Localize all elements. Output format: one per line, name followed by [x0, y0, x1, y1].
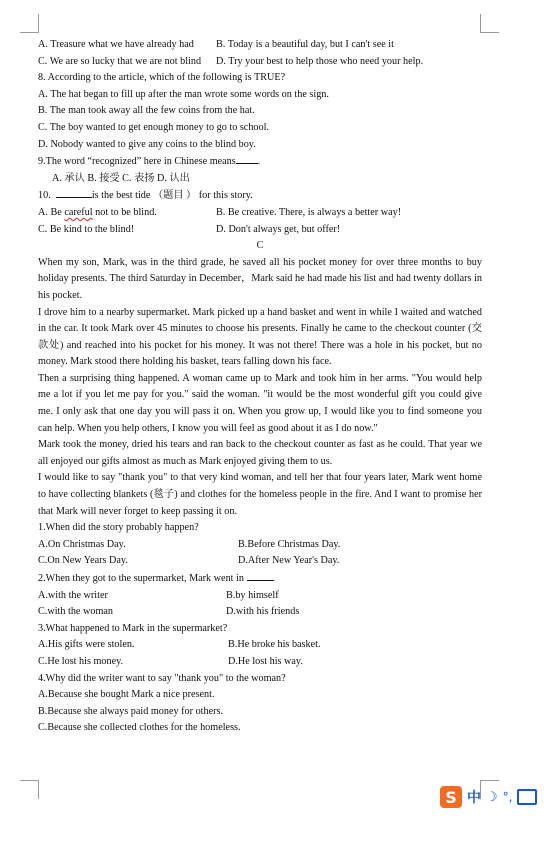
ime-toolbar[interactable]	[440, 786, 547, 808]
q7-option-b: B. Today is a beautiful day, but I can't see it	[216, 39, 394, 50]
crop-mark-bottom-left	[20, 780, 39, 799]
q8-stem: 8. According to the article, which of the following is TRUE?	[38, 72, 286, 84]
q8-option-a: A. The hat began to fill up after the man wrote some words on the sign.	[38, 88, 329, 100]
q9-blank	[236, 153, 258, 164]
q10-option-a-suffix: not to be blind.	[92, 206, 157, 218]
c-q4-option-a: A.Because she bought Mark a nice present.	[38, 689, 215, 701]
q10-stem	[38, 187, 482, 205]
c-q1-option-b: B.Before Christmas Day.	[238, 538, 341, 550]
q7-option-d: D. Try your best to help those who need your help.	[216, 55, 424, 67]
input-mode-toggle[interactable]: 中	[467, 790, 481, 806]
c-q3-option-a: A.His gifts were stolen.	[38, 639, 135, 651]
keyboard-icon[interactable]	[517, 789, 537, 805]
q10-option-c: C. Be kind to the blind!	[38, 223, 135, 235]
q8-option-b: B. The man took away all the few coins from the hat.	[38, 105, 255, 117]
c-q2-row-2	[38, 604, 482, 621]
c-q4-stem: 4.Why did the writer want to say "thank you" to the woman?	[38, 672, 286, 684]
q8-option-c: C. The boy wanted to get enough money to go to school.	[38, 121, 269, 133]
c-q4-option-c: C.Because she collected clothes for the homeless.	[38, 722, 241, 734]
section-c-paragraph-3: Then a surprising thing happened. A woman came up to Mark and took him in her arms. "You would help me a lot if you let me pay for you." said the woman. "it would be the most wonderful gift you could give me. I only ask that one day you will pass it on. When you grow up, I would like you to find someone you can help. When you help others, I know you will feel as good about it as I do now."	[38, 372, 482, 434]
document-body[interactable]	[38, 37, 482, 737]
c-q1-row-2	[38, 553, 482, 570]
c-q2-option-d: D.with his friends	[226, 606, 300, 618]
c-q1-option-a: A.On Christmas Day.	[38, 538, 126, 550]
c-q2-stem	[38, 570, 482, 588]
section-c-paragraph-2: I drove him to a nearby supermarket. Mark picked up a hand basket and went in while I waited and watched in the car. It took Mark over 45 minutes to choose his presents. Finally he came to the checkout counter (交款处) and reached into his pocket for his money. It was not there! There was a hole in his pocket, but no money. Mark stood there holding his basket, tears falling down his face.	[38, 306, 482, 368]
c-q1-stem: 1.When did the story probably happen?	[38, 522, 199, 534]
c-q2-row-1	[38, 588, 482, 605]
q10-options-row-1	[38, 205, 482, 222]
c-q2-blank	[247, 570, 273, 581]
c-q2-option-a: A.with the writer	[38, 589, 108, 601]
q10-number: 10.	[38, 190, 51, 202]
c-q2-option-b: B.by himself	[226, 589, 279, 601]
punctuation-toggle[interactable]: °,	[502, 790, 513, 804]
c-q3-row-1	[38, 637, 482, 654]
q10-blank	[56, 187, 92, 198]
c-q1-row-1	[38, 537, 482, 554]
q10-option-d: D. Don't always get, but offer!	[216, 223, 341, 235]
q9-options: A. 承认 B. 接受 C. 表扬 D. 认出	[52, 172, 190, 184]
q9-stem-text: 9.The word “recognized” here in Chinese means	[38, 156, 236, 168]
q9-stem-end: .	[257, 156, 261, 168]
spellcheck-flag[interactable]: careful	[64, 206, 93, 218]
q10-option-b: B. Be creative. There, is always a better way!	[216, 206, 402, 218]
q10-stem-text: is the best tide （题目 ） for this story.	[91, 190, 253, 202]
crop-mark-top-right	[480, 14, 499, 33]
c-q2-stem-text: 2.When they got to the supermarket, Mark went in	[38, 573, 244, 584]
section-c-paragraph-4: Mark took the money, dried his tears and ran back to the checkout counter as fast as he could. That year we all enjoyed our gifts almost as much as Mark enjoyed giving them to us.	[38, 439, 482, 467]
c-q1-option-c: C.On New Years Day.	[38, 555, 128, 567]
q7-option-a: A. Treasure what we have already had	[38, 39, 194, 50]
q8-option-d: D. Nobody wanted to give any coins to the blind boy.	[38, 138, 256, 150]
c-q2-option-c: C.with the woman	[38, 606, 113, 618]
c-q2-stem-end: .	[272, 573, 276, 584]
sogou-logo-icon[interactable]: S	[440, 786, 462, 808]
q10-options-row-2	[38, 222, 482, 239]
q10-option-a-prefix: A. Be	[38, 206, 65, 218]
q9-stem	[38, 153, 482, 171]
section-c-paragraph-5: I would like to say "thank you" to that very kind woman, and tell her that four years later, Mark went home to have collecting blankets (毯子) and clothes for the homeless people in the fire. And I want to promise her that Mark will never forget to keep passing it on.	[38, 472, 482, 517]
q7-option-c: C. We are so lucky that we are not blind	[38, 55, 202, 67]
q7-options-row-2	[38, 54, 482, 71]
q7-options-row-1	[38, 37, 482, 54]
section-c-paragraph-1: When my son, Mark, was in the third grade, he saved all his pocket money for over three months to buy holiday presents. The third Saturday in December，Mark said he had made his list and had twenty dollars in his pocket.	[38, 256, 482, 301]
c-q3-option-d: D.He lost his way.	[228, 655, 303, 667]
c-q3-row-2	[38, 654, 482, 671]
q10-option-a	[38, 205, 216, 222]
c-q3-stem: 3.What happened to Mark in the supermarket?	[38, 622, 228, 634]
c-q1-option-d: D.After New Year's Day.	[238, 555, 340, 567]
c-q3-option-c: C.He lost his money.	[38, 655, 124, 667]
c-q4-option-b: B.Because she always paid money for others.	[38, 705, 224, 717]
crop-mark-top-left	[20, 14, 39, 33]
crescent-moon-icon[interactable]: ☽	[486, 789, 498, 805]
section-c-heading: C	[256, 240, 264, 252]
c-q3-option-b: B.He broke his basket.	[228, 639, 321, 651]
